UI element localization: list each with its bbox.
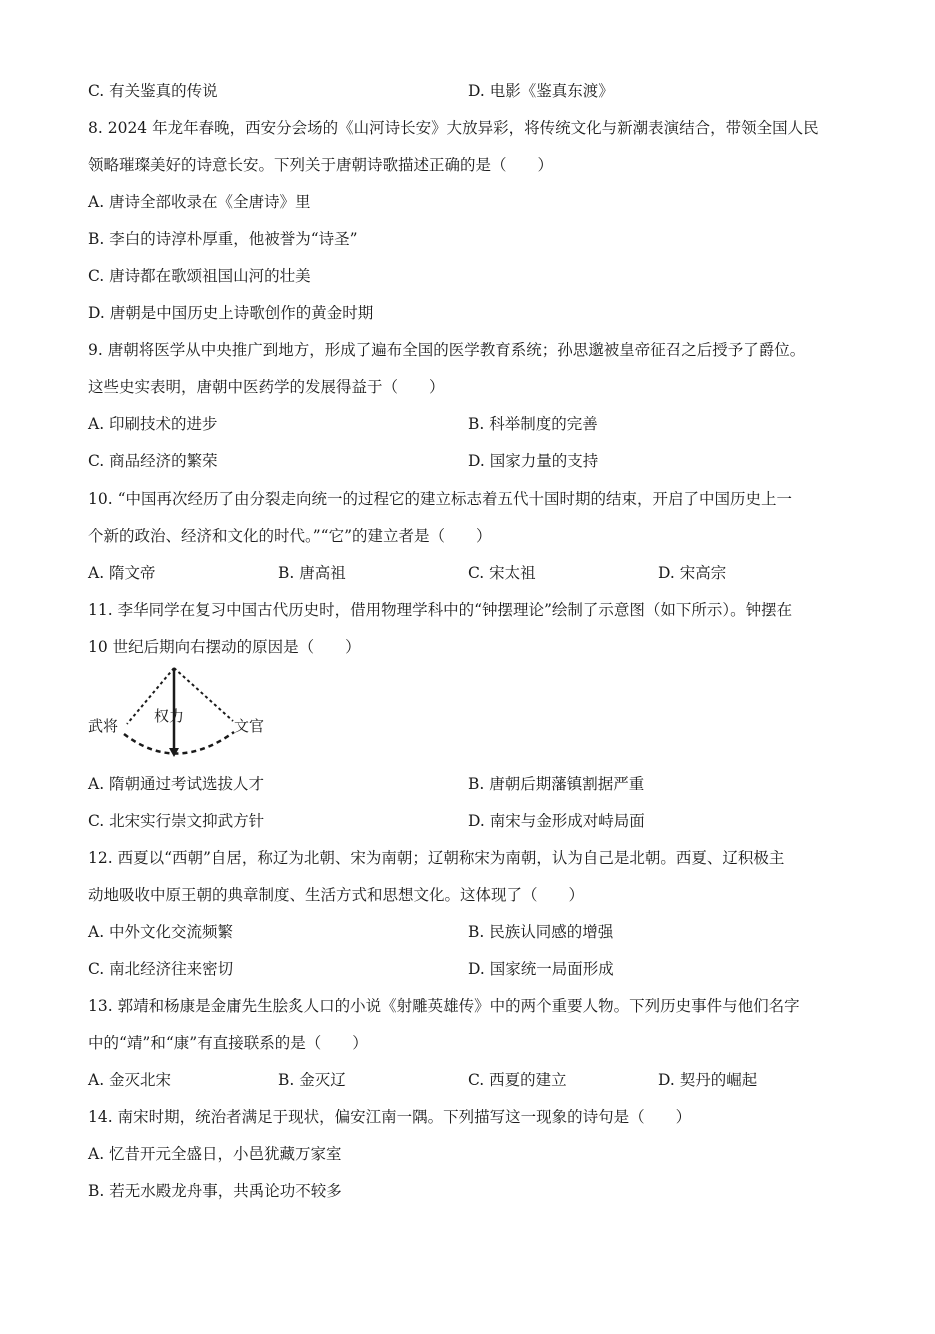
q14-option-a: A. 忆昔开元全盛日，小邑犹藏万家室	[88, 1145, 342, 1163]
q10-option-d: D. 宋高宗	[658, 564, 727, 582]
q11-option-c: C. 北宋实行崇文抑武方针	[88, 812, 265, 830]
q12-option-c: C. 南北经济往来密切	[88, 960, 234, 978]
q13-stem-line1: 13. 郭靖和杨康是金庸先生脍炙人口的小说《射雕英雄传》中的两个重要人物。下列历史事件与他们名字	[88, 997, 800, 1015]
diagram-label-civil: 文官	[234, 717, 265, 735]
q9-option-d: D. 国家力量的支持	[468, 452, 599, 470]
q14-stem-line1: 14. 南宋时期，统治者满足于现状，偏安江南一隅。下列描写这一现象的诗句是（ ）	[88, 1108, 692, 1126]
q11-options-row2	[88, 811, 848, 831]
q9-stem-line2: 这些史实表明，唐朝中医药学的发展得益于（ ）	[88, 378, 445, 396]
q11-stem-line2: 10 世纪后期向右摆动的原因是（ ）	[88, 638, 361, 656]
q8-option-a: A. 唐诗全部收录在《全唐诗》里	[88, 193, 311, 211]
q8-stem-line1: 8. 2024 年龙年春晚，西安分会场的《山河诗长安》大放异彩，将传统文化与新潮表演结合，带领全国人民	[88, 119, 819, 137]
q14-option-b: B. 若无水殿龙舟事，共禹论功不较多	[88, 1182, 342, 1200]
q13-option-a: A. 金灭北宋	[88, 1071, 172, 1089]
q8-stem-line2: 领略璀璨美好的诗意长安。下列关于唐朝诗歌描述正确的是（ ）	[88, 156, 554, 174]
q10-option-b: B. 唐高祖	[278, 564, 346, 582]
q10-options-row	[88, 563, 848, 583]
q12-option-a: A. 中外文化交流频繁	[88, 923, 234, 941]
q9-option-b: B. 科举制度的完善	[468, 415, 598, 433]
q10-stem-line1: 10. “中国再次经历了由分裂走向统一的过程它的建立标志着五代十国时期的结束，开启了中国历史上一	[88, 490, 793, 508]
diagram-label-military: 武将	[88, 717, 119, 735]
q13-option-d: D. 契丹的崛起	[658, 1071, 758, 1089]
q10-option-c: C. 宋太祖	[468, 564, 536, 582]
q9-stem-line1: 9. 唐朝将医学从中央推广到地方，形成了遍布全国的医学教育系统；孙思邈被皇帝征召之后授予了爵位。	[88, 341, 806, 359]
q13-option-b: B. 金灭辽	[278, 1071, 346, 1089]
q13-options-row	[88, 1070, 848, 1090]
q8-option-b: B. 李白的诗淳朴厚重，他被誉为“诗圣”	[88, 230, 358, 248]
q8-option-c: C. 唐诗都在歌颂祖国山河的壮美	[88, 267, 311, 285]
q12-options-row1	[88, 922, 848, 942]
q11-option-d: D. 南宋与金形成对峙局面	[468, 812, 645, 830]
q10-option-a: A. 隋文帝	[88, 564, 156, 582]
q7-option-c: C. 有关鉴真的传说	[88, 82, 218, 100]
q13-option-c: C. 西夏的建立	[468, 1071, 567, 1089]
q9-options-row1	[88, 414, 848, 434]
q9-options-row2	[88, 451, 848, 471]
pendulum-diagram	[84, 664, 274, 766]
q9-option-a: A. 印刷技术的进步	[88, 415, 218, 433]
q11-option-b: B. 唐朝后期藩镇割据严重	[468, 775, 645, 793]
q11-stem-line1: 11. 李华同学在复习中国古代历史时，借用物理学科中的“钟摆理论”绘制了示意图（如下所示）。钟摆在	[88, 601, 793, 619]
diagram-label-power: 权力	[154, 707, 185, 725]
q8-option-d: D. 唐朝是中国历史上诗歌创作的黄金时期	[88, 304, 374, 322]
q7-options-row	[88, 81, 848, 101]
q9-option-c: C. 商品经济的繁荣	[88, 452, 218, 470]
q12-stem-line1: 12. 西夏以“西朝”自居，称辽为北朝、宋为南朝；辽朝称宋为南朝，认为自己是北朝。西夏、辽积极主	[88, 849, 785, 867]
pendulum-arc	[124, 732, 234, 754]
q13-stem-line2: 中的“靖”和“康”有直接联系的是（ ）	[88, 1034, 368, 1052]
q10-stem-line2: 个新的政治、经济和文化的时代。”“它”的建立者是（ ）	[88, 527, 492, 545]
q11-option-a: A. 隋朝通过考试选拔人才	[88, 775, 265, 793]
q7-option-d: D. 电影《鉴真东渡》	[468, 82, 614, 100]
q12-stem-line2: 动地吸收中原王朝的典章制度、生活方式和思想文化。这体现了（ ）	[88, 886, 585, 904]
q11-options-row1	[88, 774, 848, 794]
q12-option-b: B. 民族认同感的增强	[468, 923, 614, 941]
q12-option-d: D. 国家统一局面形成	[468, 960, 614, 978]
q12-options-row2	[88, 959, 848, 979]
